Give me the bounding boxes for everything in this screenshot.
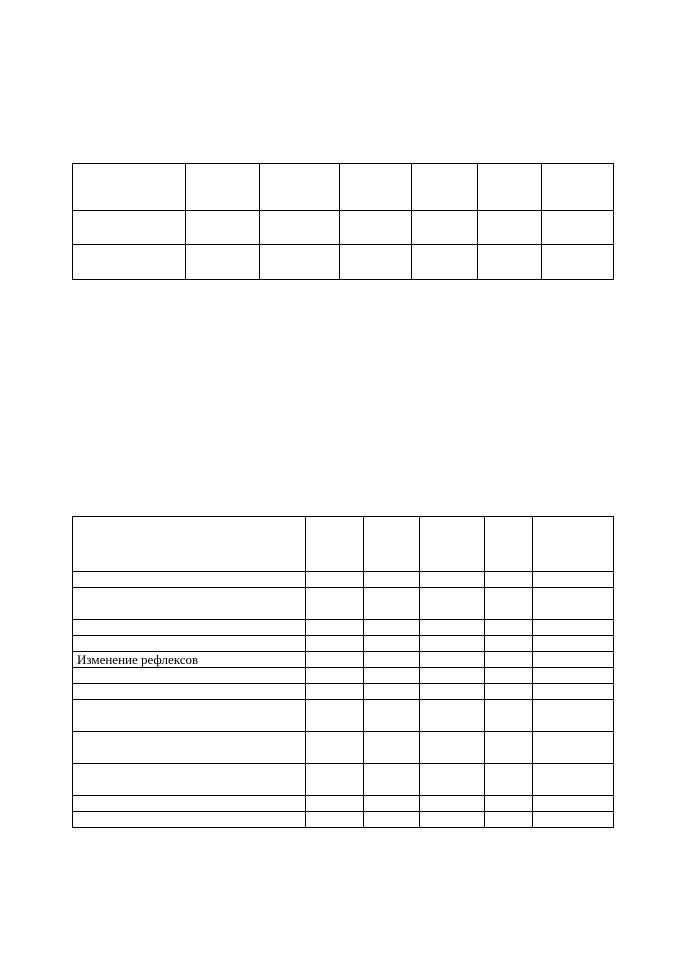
table-cell [73, 812, 306, 828]
table-cell [340, 211, 412, 245]
table-cell [364, 620, 420, 636]
table-row [73, 572, 614, 588]
table-cell [420, 700, 485, 732]
table-cell [412, 164, 478, 211]
table-cell [73, 764, 306, 796]
table-cell [533, 572, 614, 588]
table-cell [533, 700, 614, 732]
table-cell [306, 668, 364, 684]
table-cell [533, 796, 614, 812]
table-row [73, 588, 614, 620]
table-cell [73, 517, 306, 572]
table-cell [533, 652, 614, 668]
table-cell [73, 636, 306, 652]
table-cell [420, 668, 485, 684]
table-cell [364, 572, 420, 588]
table-cell [420, 636, 485, 652]
table-cell [364, 636, 420, 652]
table-cell [485, 636, 533, 652]
table-row [73, 652, 614, 668]
table-cell [73, 732, 306, 764]
table-cell [420, 517, 485, 572]
table-cell [542, 164, 614, 211]
table-cell [73, 211, 186, 245]
table-cell [364, 684, 420, 700]
table-cell [73, 668, 306, 684]
table-cell [364, 652, 420, 668]
table-cell [420, 764, 485, 796]
table-row [73, 211, 614, 245]
table-cell [533, 732, 614, 764]
table-cell [420, 812, 485, 828]
table-cell [485, 620, 533, 636]
table-cell [420, 620, 485, 636]
table-cell [364, 796, 420, 812]
table-cell [73, 588, 306, 620]
table-cell [306, 572, 364, 588]
table-cell [485, 517, 533, 572]
table-cell [485, 796, 533, 812]
table-cell [420, 796, 485, 812]
table-cell [420, 732, 485, 764]
table-cell [533, 764, 614, 796]
table-cell [485, 652, 533, 668]
table-cell [364, 588, 420, 620]
table-cell [306, 517, 364, 572]
table-cell [306, 700, 364, 732]
table-cell [186, 211, 260, 245]
table-cell [340, 164, 412, 211]
table-cell [260, 164, 340, 211]
table-cell [412, 245, 478, 280]
table-cell [485, 732, 533, 764]
table-cell [73, 684, 306, 700]
table-cell [364, 732, 420, 764]
table-row [73, 517, 614, 572]
table-cell [478, 164, 542, 211]
table-cell [485, 572, 533, 588]
table-cell [186, 164, 260, 211]
table-cell [478, 211, 542, 245]
table-cell [73, 700, 306, 732]
table-cell [542, 211, 614, 245]
table-cell [412, 211, 478, 245]
table-cell [260, 211, 340, 245]
table-cell [485, 700, 533, 732]
table-cell [485, 684, 533, 700]
top-table [72, 163, 614, 280]
table-cell [485, 764, 533, 796]
table-cell [420, 684, 485, 700]
table-row [73, 812, 614, 828]
table-cell [306, 652, 364, 668]
table-cell [73, 164, 186, 211]
table-cell [73, 796, 306, 812]
table-cell [420, 652, 485, 668]
table-cell: Изменение рефлексов [73, 652, 306, 668]
table-cell [485, 812, 533, 828]
table-cell [478, 245, 542, 280]
table-row [73, 164, 614, 211]
table-cell [485, 668, 533, 684]
table-cell [306, 764, 364, 796]
table-cell [306, 588, 364, 620]
table-row [73, 668, 614, 684]
table-row [73, 796, 614, 812]
table-cell [533, 588, 614, 620]
table-cell [533, 636, 614, 652]
table-cell [260, 245, 340, 280]
table-cell [364, 668, 420, 684]
table-cell [340, 245, 412, 280]
table-cell [73, 572, 306, 588]
table-cell [73, 245, 186, 280]
table-cell [533, 668, 614, 684]
table-cell [306, 636, 364, 652]
table-cell [306, 796, 364, 812]
table-cell [306, 620, 364, 636]
table-cell [533, 620, 614, 636]
table-row [73, 700, 614, 732]
table-cell [533, 812, 614, 828]
table-cell [533, 684, 614, 700]
table-cell [364, 517, 420, 572]
table-cell [485, 588, 533, 620]
table-row [73, 620, 614, 636]
bottom-table [72, 516, 614, 828]
table-cell [542, 245, 614, 280]
table-cell [306, 812, 364, 828]
table-cell [73, 620, 306, 636]
table-cell [533, 517, 614, 572]
table-cell [306, 684, 364, 700]
table-cell [306, 732, 364, 764]
table-cell [364, 812, 420, 828]
table-row [73, 684, 614, 700]
table-cell [364, 700, 420, 732]
table-row [73, 732, 614, 764]
table-row [73, 636, 614, 652]
table-cell [420, 572, 485, 588]
table-cell [364, 764, 420, 796]
table-cell [420, 588, 485, 620]
table-row [73, 245, 614, 280]
table-cell [186, 245, 260, 280]
table-row [73, 764, 614, 796]
